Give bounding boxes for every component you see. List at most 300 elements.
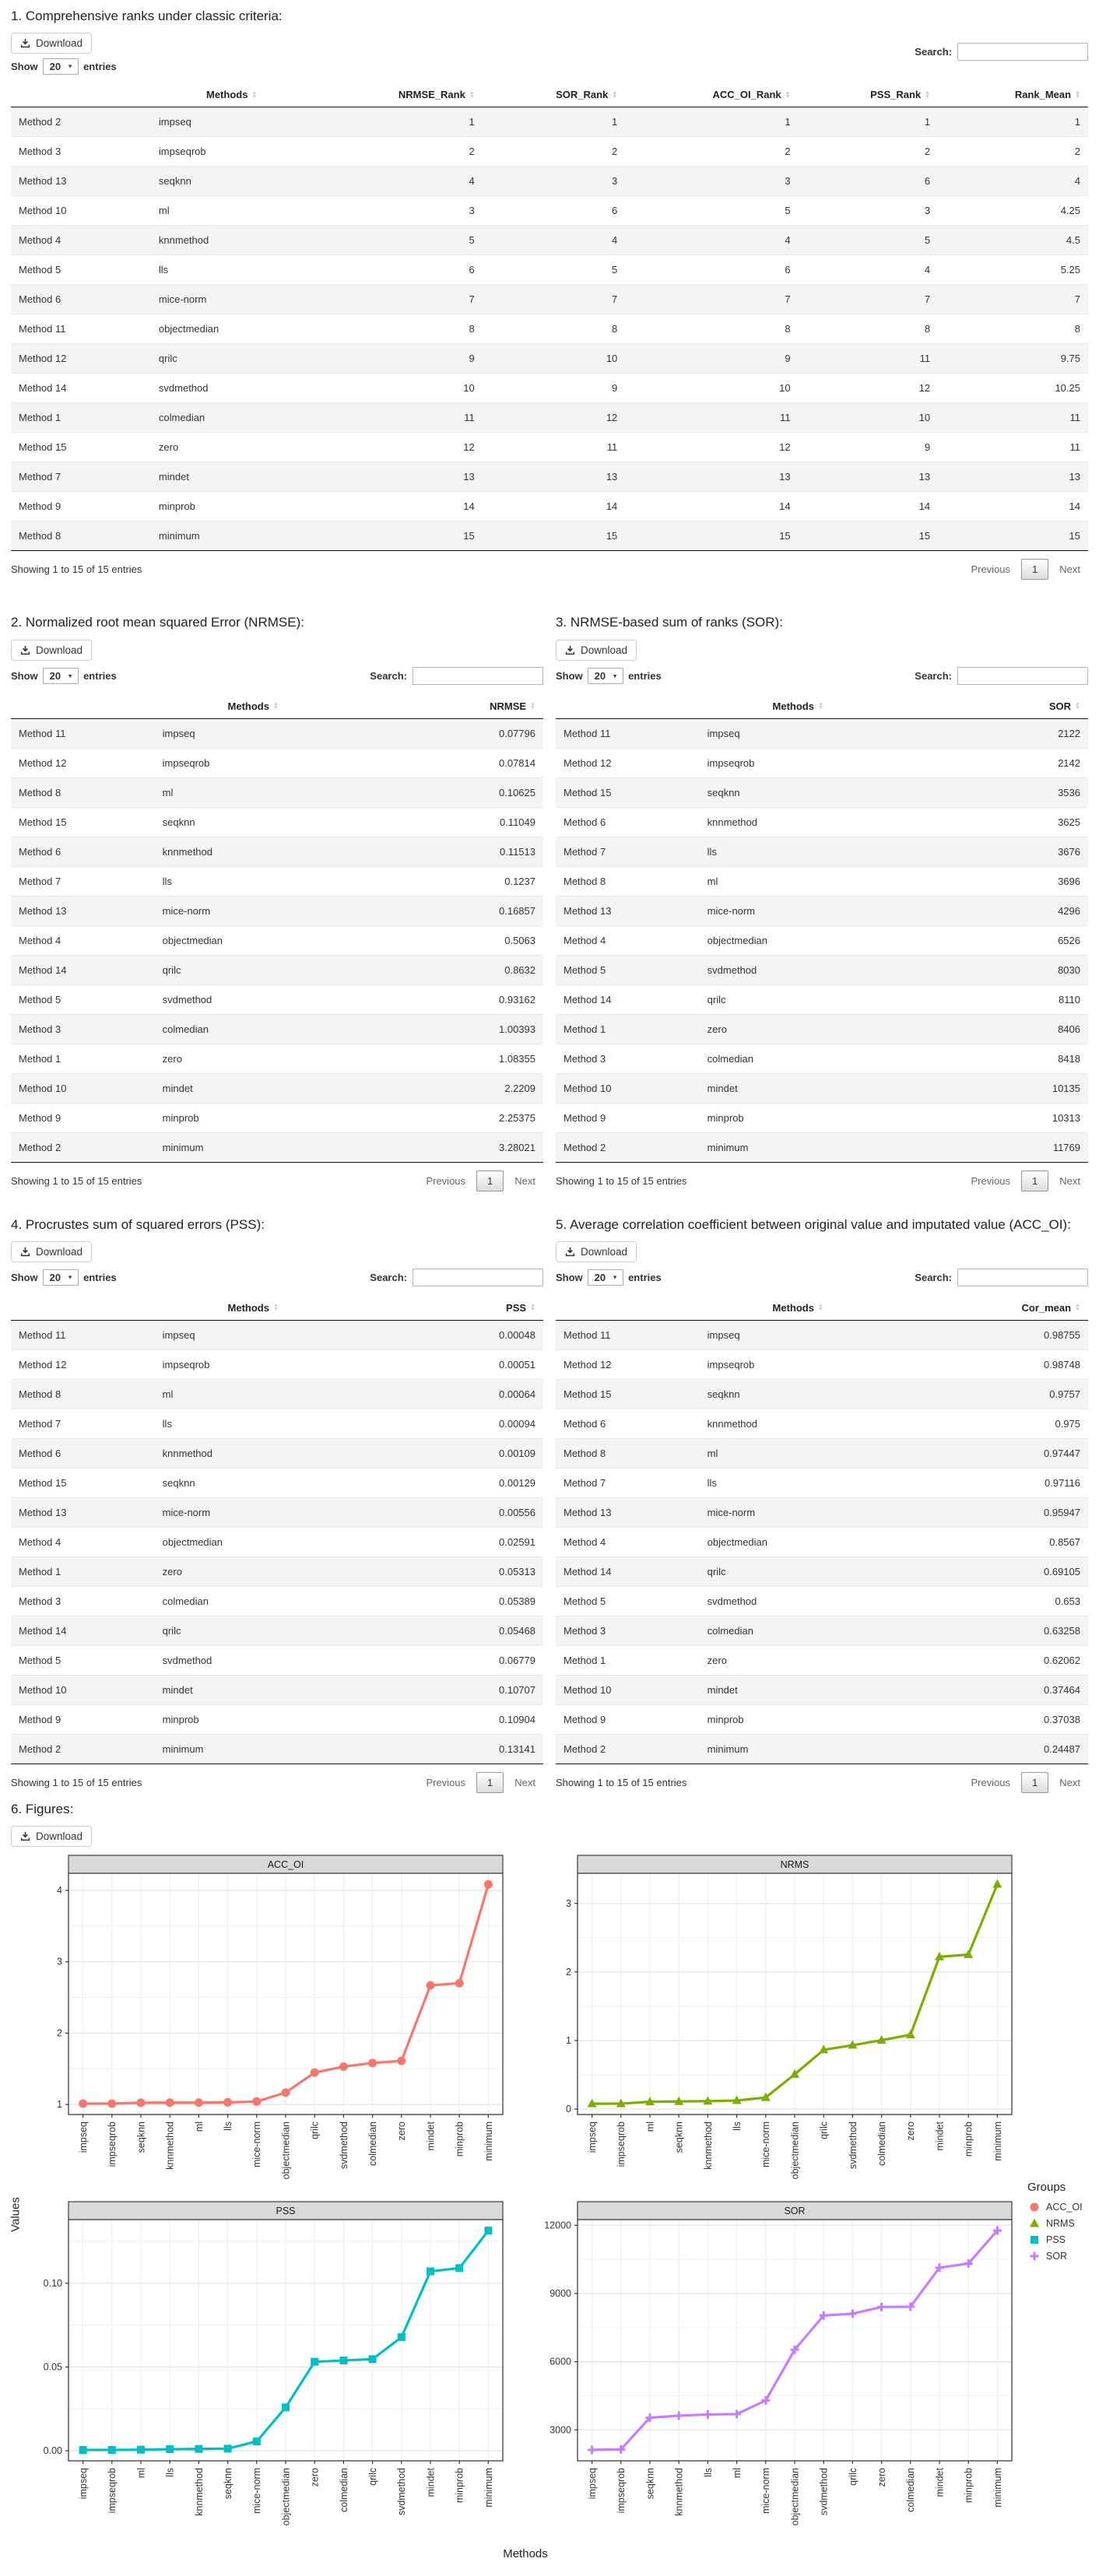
column-header[interactable]: [897, 694, 1088, 719]
column-header[interactable]: [625, 82, 798, 107]
pagination-next[interactable]: Next: [1059, 1776, 1080, 1788]
table-row[interactable]: [11, 521, 1088, 551]
table-cell: 0.1237: [504, 875, 535, 887]
table-cell: 8: [469, 323, 475, 335]
table-cell: ml: [162, 786, 174, 798]
download-button[interactable]: Download: [11, 1241, 92, 1262]
row-name-cell: Method 8: [19, 530, 61, 542]
pss-table-container: [11, 1296, 543, 1764]
table-cell: colmedian: [707, 1624, 753, 1637]
row-name-cell: Method 10: [19, 1683, 67, 1696]
svg-text:NRMS: NRMS: [780, 1859, 809, 1870]
table-cell: 3: [612, 175, 618, 188]
svg-text:PSS: PSS: [276, 2206, 296, 2216]
page-size-select[interactable]: 20 ▼: [43, 1269, 79, 1286]
search-label: Search:: [915, 1271, 952, 1283]
column-header[interactable]: [151, 82, 313, 107]
table-row[interactable]: [556, 866, 1088, 896]
table-row[interactable]: [556, 1497, 1088, 1527]
table-row[interactable]: [11, 1645, 543, 1675]
table-cell: 6526: [1058, 934, 1080, 946]
table-cell: 15: [1069, 530, 1080, 542]
row-name-cell: Method 2: [564, 1141, 606, 1153]
table-cell: 14: [606, 500, 618, 513]
table-cell: 0.95947: [1044, 1506, 1080, 1518]
pagination-next[interactable]: Next: [1059, 1174, 1080, 1187]
table-row[interactable]: [556, 718, 1088, 748]
table-cell: 4: [785, 234, 791, 247]
download-button[interactable]: Download: [556, 1241, 637, 1262]
legend-item-nrms: [1027, 2216, 1088, 2230]
table-row[interactable]: [556, 777, 1088, 807]
table-row[interactable]: [11, 984, 543, 1014]
svg-text:0.05: 0.05: [43, 2361, 62, 2373]
table-cell: minprob: [707, 1713, 744, 1725]
table-row[interactable]: [556, 1073, 1088, 1103]
pagination-page-1[interactable]: 1: [476, 1170, 504, 1191]
table-cell: 5: [924, 234, 931, 247]
table-cell: 9: [469, 353, 475, 365]
table-row[interactable]: [11, 1409, 543, 1438]
row-name-cell: Method 2: [564, 1742, 606, 1755]
table-row[interactable]: [556, 748, 1088, 777]
svg-text:svdmethod: svdmethod: [847, 2122, 858, 2170]
svg-text:6000: 6000: [550, 2356, 571, 2367]
table-row[interactable]: [556, 1132, 1088, 1162]
table-cell: svdmethod: [162, 993, 212, 1005]
table-row[interactable]: [11, 137, 1088, 167]
table-cell: ml: [707, 1447, 718, 1459]
row-name-cell: Method 12: [19, 353, 67, 365]
table-row[interactable]: [11, 1616, 543, 1645]
column-header[interactable]: [897, 1296, 1088, 1321]
table-row[interactable]: [556, 1556, 1088, 1586]
table-row[interactable]: [11, 718, 543, 748]
table-row[interactable]: [11, 1349, 543, 1379]
show-label: Show: [556, 1271, 583, 1283]
row-name-cell: Method 13: [19, 904, 67, 917]
entries-label: entries: [83, 61, 117, 73]
table-row[interactable]: [11, 1586, 543, 1616]
svg-text:minprob: minprob: [454, 2122, 465, 2157]
table-cell: 4: [612, 234, 618, 247]
table-row[interactable]: [11, 1132, 543, 1162]
table-row[interactable]: [11, 196, 1088, 226]
search-label: Search:: [915, 669, 952, 682]
row-name-cell: Method 3: [19, 1595, 61, 1607]
table-cell: lls: [162, 1417, 172, 1430]
legend-title: Groups: [1027, 2181, 1066, 2194]
table-cell: 3: [785, 175, 791, 188]
table-row[interactable]: [556, 1586, 1088, 1616]
table-row[interactable]: [11, 1379, 543, 1409]
pagination-page-1[interactable]: 1: [1021, 559, 1048, 580]
table-cell: 12: [606, 412, 618, 424]
table-row[interactable]: [11, 1014, 543, 1044]
table-cell: mindet: [162, 1683, 193, 1696]
pagination-previous[interactable]: Previous: [426, 1776, 466, 1788]
row-name-cell: Method 1: [19, 1052, 61, 1065]
row-name-cell: Method 6: [564, 1417, 606, 1430]
triangle-marker-icon: [1027, 2216, 1041, 2230]
data-table: [11, 82, 1088, 551]
svg-text:svdmethod: svdmethod: [338, 2122, 349, 2170]
table-cell: knnmethod: [158, 234, 209, 247]
table-cell: seqknn: [162, 1476, 195, 1489]
sort-icon: ▲ ▼: [925, 89, 931, 100]
table-row[interactable]: [11, 1438, 543, 1468]
table-row[interactable]: [11, 866, 543, 896]
table-row[interactable]: [11, 896, 543, 925]
svg-text:minimum: minimum: [483, 2468, 494, 2508]
row-name-cell: Method 5: [19, 264, 61, 276]
show-label: Show: [556, 669, 583, 682]
table-cell: 12: [463, 441, 475, 454]
page-size-select[interactable]: 20 ▼: [43, 58, 79, 75]
search-input[interactable]: [957, 43, 1088, 61]
pagination-page-1[interactable]: 1: [476, 1772, 504, 1793]
row-name-cell: Method 11: [564, 727, 611, 739]
column-header[interactable]: [313, 82, 483, 107]
pagination-previous[interactable]: Previous: [971, 1776, 1011, 1788]
svg-text:ml: ml: [135, 2468, 147, 2479]
pagination-page-1[interactable]: 1: [1021, 1170, 1048, 1191]
row-name-cell: Method 13: [19, 1506, 67, 1518]
svg-text:impseqrob: impseqrob: [107, 2468, 118, 2514]
table-cell: colmedian: [162, 1023, 209, 1035]
row-name-cell: Method 5: [564, 963, 606, 976]
column-header[interactable]: [155, 1296, 352, 1321]
table-cell: 6: [785, 264, 791, 276]
download-button[interactable]: Download: [11, 1826, 92, 1847]
row-name-cell: Method 15: [19, 441, 67, 454]
svg-text:knnmethod: knnmethod: [673, 2468, 685, 2516]
search-input[interactable]: [413, 667, 543, 685]
table-cell: impseq: [158, 116, 191, 128]
table-cell: 1: [924, 116, 931, 128]
table-row[interactable]: [11, 1527, 543, 1556]
chart-cell-acc-oi: [31, 1855, 511, 2199]
section-title: 3. NRMSE-based sum of ranks (SOR):: [556, 615, 783, 630]
table-cell: ml: [707, 875, 718, 887]
pagination-previous[interactable]: Previous: [426, 1174, 466, 1187]
table-cell: knnmethod: [162, 845, 212, 858]
table-row[interactable]: [11, 1675, 543, 1704]
table-row[interactable]: [556, 807, 1088, 837]
table-row[interactable]: [556, 837, 1088, 866]
table-cell: impseq: [707, 1328, 740, 1341]
table-cell: 0.11049: [499, 816, 535, 828]
row-name-cell: Method 6: [19, 293, 61, 306]
table-cell: 3676: [1058, 845, 1080, 858]
table-row[interactable]: [11, 314, 1088, 344]
chart-cell-nrms: [540, 1855, 1020, 2199]
table-row[interactable]: [11, 748, 543, 777]
table-cell: 1.00393: [499, 1023, 535, 1035]
table-info: Showing 1 to 15 of 15 entries: [556, 1776, 687, 1788]
table-row[interactable]: [11, 226, 1088, 255]
row-name-cell: Method 3: [19, 1023, 61, 1035]
table-cell: 0.00048: [499, 1328, 535, 1341]
table-row[interactable]: [11, 1734, 543, 1764]
column-header-label: Methods: [772, 1301, 814, 1314]
row-name-cell: Method 8: [19, 1388, 61, 1400]
chart-cell-pss: [31, 2201, 511, 2546]
svg-text:ml: ml: [731, 2468, 743, 2479]
charts-grid: [31, 1855, 1020, 2546]
row-name-cell: Method 7: [19, 875, 61, 887]
table-info: Showing 1 to 15 of 15 entries: [11, 1174, 142, 1187]
table-row[interactable]: [11, 807, 543, 837]
table-row[interactable]: [11, 462, 1088, 492]
row-name-cell: Method 1: [564, 1023, 606, 1035]
table-row[interactable]: [11, 374, 1088, 403]
table-row[interactable]: [556, 1103, 1088, 1132]
table-cell: 6: [469, 264, 475, 276]
chart-nrms: [540, 1855, 1020, 2195]
table-cell: 11: [1069, 441, 1080, 454]
table-cell: 3625: [1058, 816, 1080, 828]
table-row[interactable]: [556, 896, 1088, 925]
table-row[interactable]: [556, 925, 1088, 955]
table-cell: zero: [158, 441, 179, 454]
column-header[interactable]: [938, 82, 1088, 107]
svg-text:minimum: minimum: [992, 2122, 1003, 2161]
table-cell: svdmethod: [158, 382, 209, 395]
search-input[interactable]: [957, 667, 1088, 685]
table-cell: minprob: [162, 1111, 199, 1124]
table-info: Showing 1 to 15 of 15 entries: [556, 1174, 687, 1187]
table-row[interactable]: [11, 955, 543, 984]
table-cell: 14: [779, 500, 791, 513]
caret-down-icon: ▼: [67, 63, 74, 70]
table-row[interactable]: [556, 1734, 1088, 1764]
table-cell: knnmethod: [707, 816, 757, 828]
table-cell: 7: [469, 293, 475, 306]
sor-table-container: [556, 694, 1088, 1163]
table-row[interactable]: [556, 1645, 1088, 1675]
download-button[interactable]: Download: [11, 33, 92, 54]
table-info: Showing 1 to 15 of 15 entries: [11, 563, 142, 576]
legend-label: ACC_OI: [1046, 2202, 1083, 2213]
row-name-cell: Method 9: [19, 1713, 61, 1725]
section-title: 4. Procrustes sum of squared errors (PSS):: [11, 1216, 265, 1232]
column-header[interactable]: [155, 694, 352, 719]
table-cell: impseq: [707, 727, 740, 739]
table-row[interactable]: [556, 1409, 1088, 1438]
table-row[interactable]: [556, 1616, 1088, 1645]
download-button[interactable]: Download: [556, 640, 637, 661]
pagination-next[interactable]: Next: [514, 1174, 535, 1187]
table-row[interactable]: [556, 1468, 1088, 1497]
svg-text:impseqrob: impseqrob: [616, 2122, 627, 2167]
page-size-select[interactable]: 20 ▼: [588, 668, 623, 684]
table-cell: 1: [469, 116, 475, 128]
table-row[interactable]: [11, 167, 1088, 196]
section-figures: [11, 1801, 1088, 2560]
row-name-cell: Method 6: [19, 845, 61, 858]
table-cell: 10: [918, 412, 931, 424]
table-row[interactable]: [11, 1073, 543, 1103]
table-cell: mice-norm: [162, 904, 211, 917]
column-header-label: Methods: [227, 1301, 269, 1314]
column-header[interactable]: [352, 1296, 543, 1321]
row-name-cell: Method 15: [19, 1476, 67, 1489]
table-cell: 2.25375: [499, 1111, 535, 1124]
table-cell: qrilc: [707, 1565, 726, 1578]
table-cell: 15: [606, 530, 618, 542]
table-row[interactable]: [556, 1379, 1088, 1409]
pagination-page-1[interactable]: 1: [1021, 1772, 1048, 1793]
section-title: 6. Figures:: [11, 1801, 74, 1816]
table-cell: 0.9757: [1049, 1388, 1080, 1400]
table-row[interactable]: [11, 403, 1088, 433]
table-row[interactable]: [11, 1103, 543, 1132]
table-cell: 11: [919, 353, 931, 365]
table-cell: 3696: [1058, 875, 1080, 887]
table-cell: 15: [463, 530, 475, 542]
table-row[interactable]: [556, 1320, 1088, 1349]
table-row[interactable]: [11, 925, 543, 955]
pagination-previous[interactable]: Previous: [971, 1174, 1011, 1187]
svg-text:objectmedian: objectmedian: [789, 2122, 801, 2180]
table-cell: 0.63258: [1044, 1624, 1080, 1637]
svg-text:lls: lls: [222, 2122, 233, 2131]
table-cell: mindet: [707, 1683, 738, 1696]
caret-down-icon: ▼: [612, 1274, 619, 1281]
table-cell: minimum: [707, 1742, 749, 1755]
svg-text:seqknn: seqknn: [135, 2122, 147, 2153]
table-row[interactable]: [11, 255, 1088, 285]
section-title: 2. Normalized root mean squared Error (NRMSE):: [11, 615, 304, 630]
table-row[interactable]: [11, 1556, 543, 1586]
svg-text:lls: lls: [702, 2468, 714, 2477]
table-row[interactable]: [11, 1320, 543, 1349]
row-name-header: [11, 1296, 155, 1321]
svg-text:0.00: 0.00: [43, 2445, 62, 2457]
table-cell: 8: [924, 323, 931, 335]
table-cell: 0.00094: [499, 1417, 535, 1430]
search-input[interactable]: [413, 1269, 543, 1286]
download-button[interactable]: Download: [11, 640, 92, 661]
svg-text:impseq: impseq: [586, 2122, 598, 2153]
table-row[interactable]: [11, 433, 1088, 462]
table-row[interactable]: [11, 107, 1088, 137]
row-name-cell: Method 15: [564, 1388, 612, 1400]
svg-text:impseqrob: impseqrob: [107, 2122, 118, 2167]
table-cell: svdmethod: [707, 963, 757, 976]
table-cell: 13: [606, 471, 618, 483]
table-row[interactable]: [556, 1527, 1088, 1556]
circle-marker-icon: [1027, 2200, 1041, 2214]
svg-text:mice-norm: mice-norm: [251, 2468, 263, 2515]
column-header[interactable]: [483, 82, 626, 107]
entries-label: entries: [83, 669, 117, 682]
table-row[interactable]: [556, 1704, 1088, 1734]
show-label: Show: [11, 669, 38, 682]
search-label: Search:: [370, 1271, 407, 1283]
column-header[interactable]: [799, 82, 939, 107]
pagination-previous[interactable]: Previous: [971, 563, 1011, 576]
column-header[interactable]: [352, 694, 543, 719]
table-cell: ml: [162, 1388, 174, 1400]
svg-text:mindet: mindet: [425, 2122, 437, 2151]
row-name-cell: Method 12: [19, 1358, 67, 1370]
pagination-next[interactable]: Next: [1059, 563, 1080, 576]
row-name-cell: Method 2: [19, 116, 61, 128]
row-name-cell: Method 4: [19, 1535, 61, 1548]
table-row[interactable]: [11, 344, 1088, 374]
row-name-cell: Method 11: [19, 727, 66, 739]
table-cell: 4.5: [1066, 234, 1080, 247]
page-size-select[interactable]: 20 ▼: [588, 1269, 623, 1286]
column-header-label: SOR: [1048, 700, 1072, 712]
table-row[interactable]: [11, 492, 1088, 521]
row-name-cell: Method 8: [19, 786, 61, 798]
table-row[interactable]: [11, 1468, 543, 1497]
table-row[interactable]: [11, 777, 543, 807]
table-cell: svdmethod: [707, 1595, 757, 1607]
pagination-next[interactable]: Next: [514, 1776, 535, 1788]
sort-icon: ▲ ▼: [1075, 89, 1080, 100]
table-row[interactable]: [556, 1044, 1088, 1073]
table-cell: seqknn: [158, 175, 191, 188]
table-cell: 0.62062: [1044, 1654, 1080, 1666]
table-row[interactable]: [11, 1704, 543, 1734]
page-size-select[interactable]: 20 ▼: [43, 668, 79, 684]
table-cell: 4296: [1058, 904, 1080, 917]
column-header[interactable]: [700, 694, 897, 719]
table-cell: 5.25: [1060, 264, 1080, 276]
row-name-cell: Method 2: [19, 1141, 61, 1153]
entries-label: entries: [628, 669, 662, 682]
caret-down-icon: ▼: [67, 1274, 74, 1281]
table-row[interactable]: [556, 955, 1088, 984]
table-cell: 8: [1074, 323, 1080, 335]
table-cell: objectmedian: [707, 1535, 767, 1548]
table-row[interactable]: [11, 837, 543, 866]
table-row[interactable]: [11, 1044, 543, 1073]
svg-text:3: 3: [566, 1897, 571, 1909]
svg-text:colmedian: colmedian: [905, 2468, 917, 2512]
table-cell: 2: [469, 146, 475, 158]
table-cell: 1: [1074, 116, 1080, 128]
table-cell: 2: [612, 146, 618, 158]
table-cell: objectmedian: [158, 323, 219, 335]
legend-label: PSS: [1046, 2234, 1066, 2245]
table-cell: 0.00109: [499, 1447, 535, 1459]
table-row[interactable]: [556, 1014, 1088, 1044]
table-row[interactable]: [11, 285, 1088, 314]
table-cell: 9: [785, 353, 791, 365]
sort-icon: ▲ ▼: [530, 1303, 535, 1313]
table-cell: impseqrob: [707, 756, 755, 769]
search-input[interactable]: [957, 1269, 1088, 1286]
svg-text:ml: ml: [193, 2122, 205, 2132]
ranks-table-container: [11, 82, 1088, 551]
column-header[interactable]: [700, 1296, 897, 1321]
table-row[interactable]: [556, 984, 1088, 1014]
table-row[interactable]: [11, 1497, 543, 1527]
chart-legend: [1020, 2181, 1088, 2265]
table-row[interactable]: [556, 1349, 1088, 1379]
data-table: [11, 694, 543, 1163]
table-row[interactable]: [556, 1675, 1088, 1704]
column-header-label: PSS: [506, 1301, 527, 1314]
table-row[interactable]: [556, 1438, 1088, 1468]
table-cell: lls: [707, 1476, 717, 1489]
svg-text:knnmethod: knnmethod: [193, 2468, 205, 2516]
